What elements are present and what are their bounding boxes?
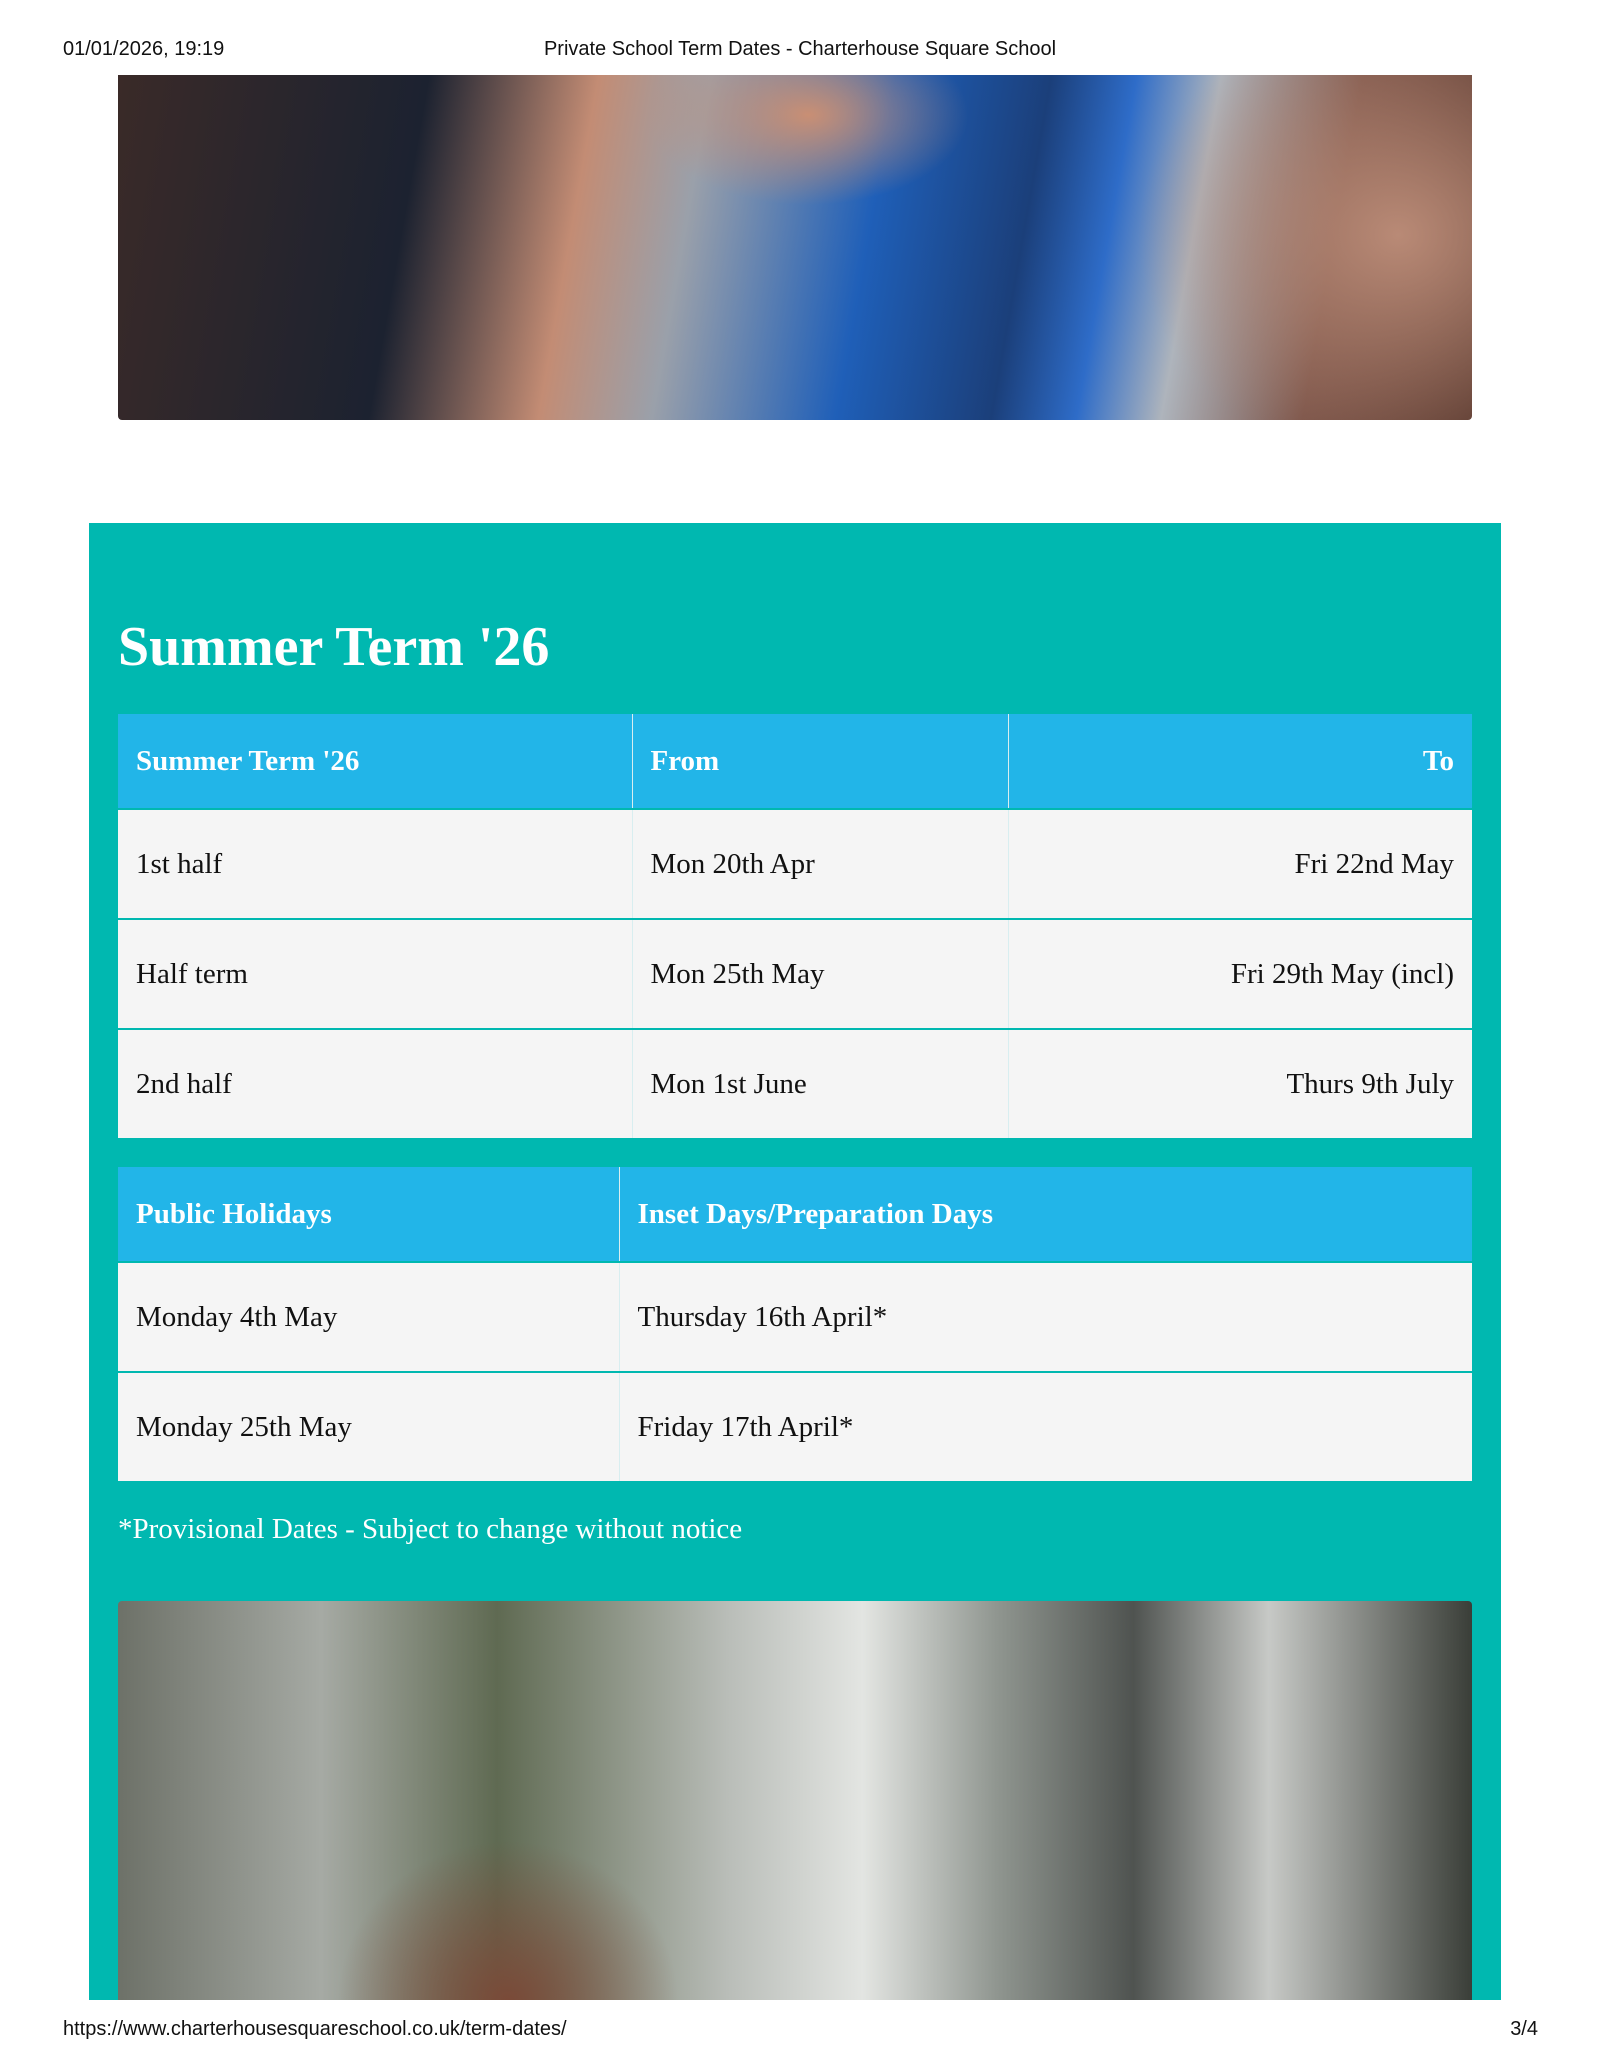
table-row (118, 1029, 1472, 1138)
public-holiday-cell: Monday 25th May (118, 1372, 619, 1481)
period-cell: 2nd half (118, 1029, 632, 1138)
header-cell: From (632, 714, 1009, 809)
public-holiday-cell: Monday 4th May (118, 1262, 619, 1372)
table-row (118, 919, 1472, 1029)
term-dates-table (118, 714, 1472, 1138)
from-cell: Mon 20th Apr (632, 809, 1009, 919)
header-cell: To (1009, 714, 1472, 809)
to-cell: Fri 29th May (incl) (1009, 919, 1472, 1029)
period-cell: 1st half (118, 809, 632, 919)
from-cell: Mon 1st June (632, 1029, 1009, 1138)
period-cell: Half term (118, 919, 632, 1029)
table-row (118, 1262, 1472, 1372)
to-cell: Fri 22nd May (1009, 809, 1472, 919)
from-cell: Mon 25th May (632, 919, 1009, 1029)
header-cell: Public Holidays (118, 1167, 619, 1262)
table-row (118, 809, 1472, 919)
to-cell: Thurs 9th July (1009, 1029, 1472, 1138)
header-cell: Summer Term '26 (118, 714, 632, 809)
provisional-footnote: *Provisional Dates - Subject to change without notice (118, 1513, 743, 1545)
print-datetime: 01/01/2026, 19:19 (63, 38, 225, 60)
holidays-table (118, 1167, 1472, 1481)
table-header-row (118, 1167, 1472, 1262)
table-header-row (118, 714, 1472, 809)
table-row (118, 1372, 1472, 1481)
children-smiling-photo (118, 75, 1472, 420)
inset-day-cell: Thursday 16th April* (619, 1262, 1472, 1372)
print-title: Private School Term Dates - Charterhouse Square School (543, 38, 1057, 60)
inset-day-cell: Friday 17th April* (619, 1372, 1472, 1481)
print-url: https://www.charterhousesquareschool.co.uk/term-dates/ (63, 2018, 567, 2040)
summer-term-section (89, 523, 1501, 2000)
print-page-number: 3/4 (1510, 2018, 1538, 2040)
section-title: Summer Term '26 (118, 616, 550, 678)
header-cell: Inset Days/Preparation Days (619, 1167, 1472, 1262)
girl-outdoors-photo (118, 1601, 1472, 2000)
